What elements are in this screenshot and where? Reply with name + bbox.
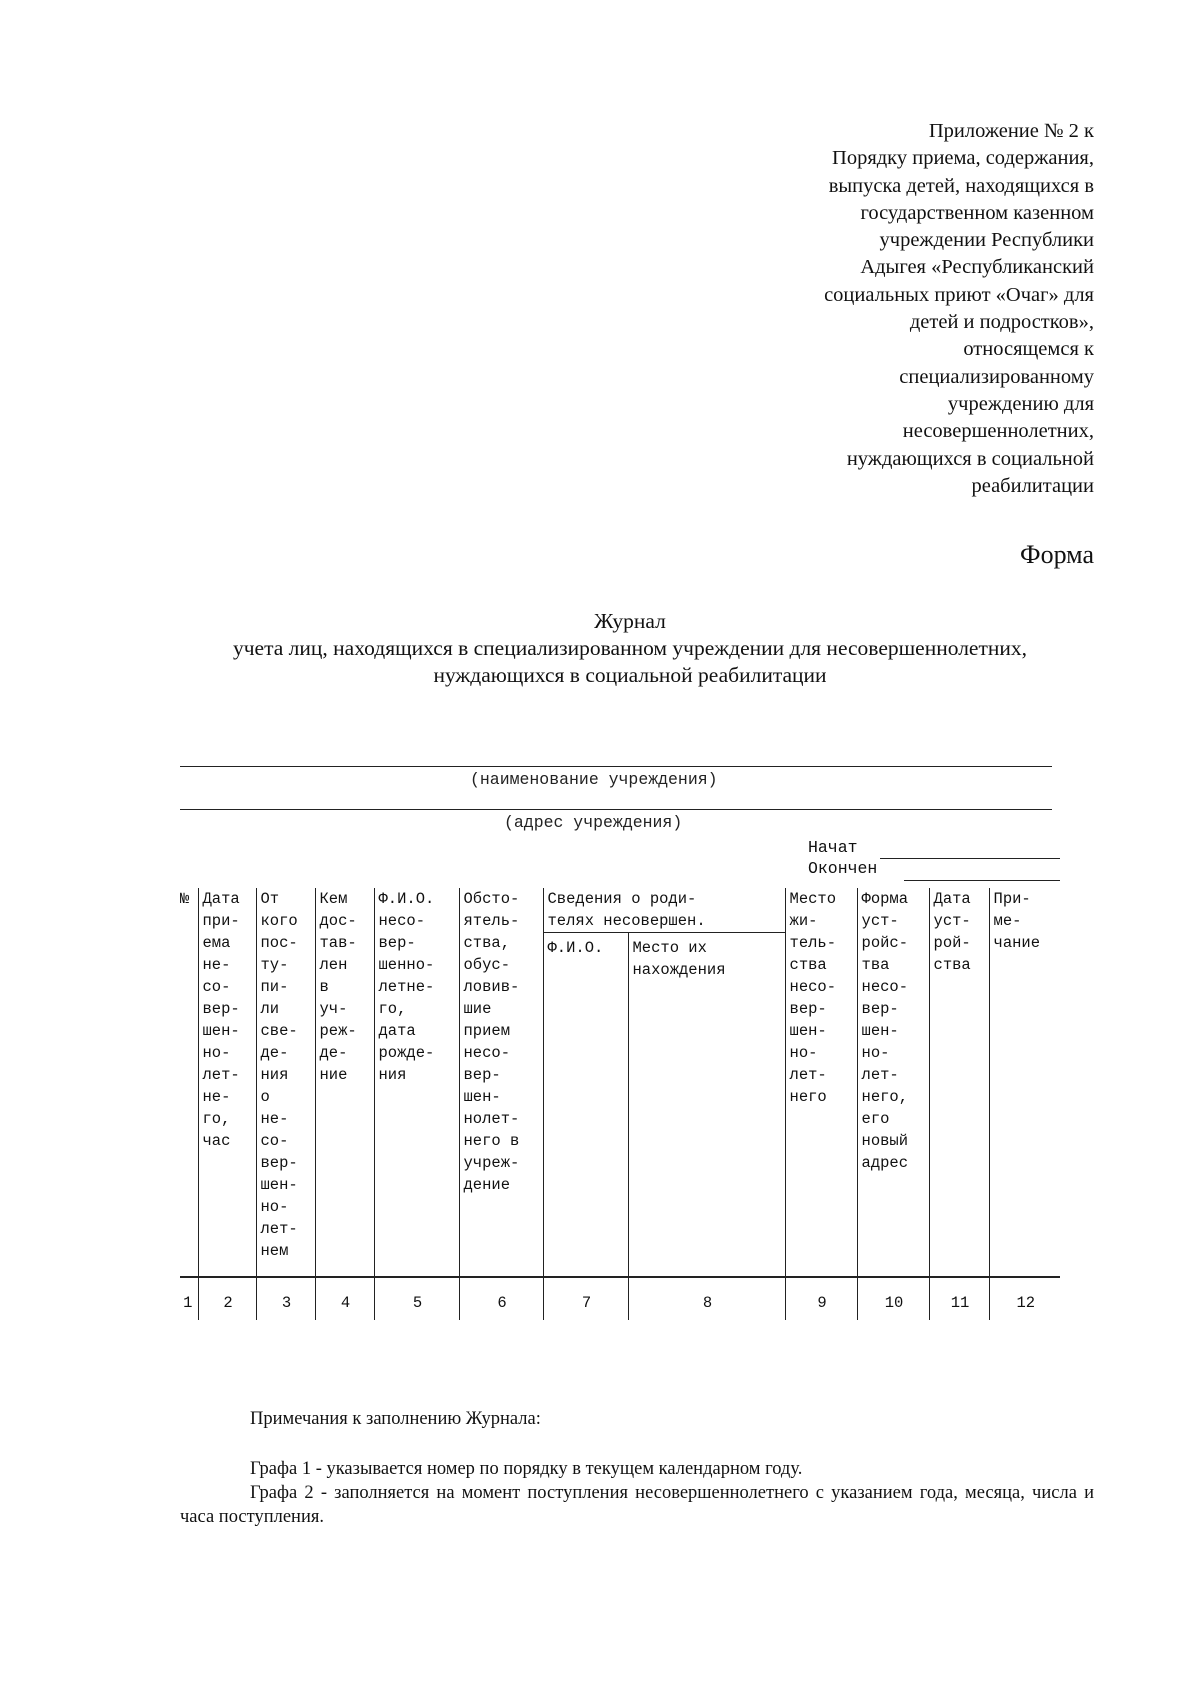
header-cell-source: От кого пос- ту- пи- ли све- де- ния о не- со- вер- шен- но- лет- нем <box>256 888 315 1277</box>
appendix-line: государственном казенном <box>860 201 1094 224</box>
notes-heading: Примечания к заполнению Журнала: <box>250 1409 541 1429</box>
title-line: нуждающихся в социальной реабилитации <box>433 663 827 687</box>
column-number: 6 <box>459 1277 543 1320</box>
column-number: 1 <box>183 1294 193 1312</box>
header-cell-placement-form: Форма уст- ройс- тва несо- вер- шен- но- лет- него, его новый адрес <box>857 888 929 1277</box>
appendix-line: социальных приют «Очаг» для <box>824 283 1094 306</box>
column-number: 7 <box>543 1277 628 1320</box>
note-item: Графа 2 - заполняется на момент поступления несовершеннолетнего с указанием года, месяца, числа и часа поступления. <box>180 1483 1094 1527</box>
header-cell-number: № <box>180 890 190 908</box>
column-number: 9 <box>785 1277 857 1320</box>
header-cell-parents-info: Сведения о роди- телях несовершен. <box>543 888 785 933</box>
table-header-row <box>180 888 1060 933</box>
note-item: Графа 1 - указывается номер по порядку в текущем календарном году. <box>250 1459 803 1479</box>
header-cell-parents-fullname: Ф.И.О. <box>543 933 628 1278</box>
header-cell-circumstances: Обсто- ятель- ства, обус- ловив- шие прием несо- вер- шен- нолет- него в учреж- дение <box>459 888 543 1277</box>
header-cell-notes: При- ме- чание <box>989 888 1060 1277</box>
institution-name-caption: (наименование учреждения) <box>470 770 718 789</box>
document-title <box>170 608 1090 689</box>
column-number: 5 <box>374 1277 459 1320</box>
column-numbers-row <box>180 1277 1060 1320</box>
header-cell-date: Дата при- ема не- со- вер- шен- но- лет- не- го, час <box>198 888 256 1277</box>
filling-notes <box>180 1407 1094 1529</box>
appendix-line: детей и подростков», <box>909 311 1094 334</box>
column-number: 8 <box>628 1277 785 1320</box>
form-label: Форма <box>1020 540 1094 569</box>
appendix-header <box>734 118 1094 500</box>
appendix-line: реабилитации <box>971 474 1094 497</box>
ended-field-line <box>904 880 1060 881</box>
appendix-line: специализированному <box>899 365 1094 388</box>
header-cell-fullname: Ф.И.О. несо- вер- шенно- летне- го, дата рожде- ния <box>374 888 459 1277</box>
appendix-line: выпуска детей, находящихся в <box>828 174 1094 197</box>
institution-name-line <box>180 766 1052 767</box>
started-field-line <box>880 858 1060 859</box>
appendix-line: Порядку приема, содержания, <box>832 147 1094 170</box>
column-number: 2 <box>198 1277 256 1320</box>
started-label: Начат <box>808 838 858 857</box>
appendix-line: Адыгея «Республиканский <box>860 256 1094 279</box>
header-cell-delivered-by: Кем дос- тав- лен в уч- реж- де- ние <box>315 888 374 1277</box>
title-line: учета лиц, находящихся в специализированном учреждении для несовершеннолетних, <box>232 636 1028 660</box>
ended-label: Окончен <box>808 859 878 878</box>
appendix-line: несовершеннолетних, <box>902 420 1094 443</box>
column-number: 4 <box>315 1277 374 1320</box>
appendix-line: Приложение № 2 к <box>928 120 1094 142</box>
header-cell-parents-location: Место их нахождения <box>628 933 785 1278</box>
header-cell-residence: Место жи- тель- ства несо- вер- шен- но- лет- него <box>785 888 857 1277</box>
header-cell-placement-date: Дата уст- рой- ства <box>929 888 989 1277</box>
institution-address-line <box>180 809 1052 810</box>
title-line: Журнал <box>594 609 666 633</box>
appendix-line: учреждении Республики <box>879 229 1094 252</box>
column-number: 10 <box>857 1277 929 1320</box>
journal-table <box>180 888 1060 1320</box>
appendix-line: относящемся к <box>963 338 1094 361</box>
column-number: 11 <box>929 1277 989 1320</box>
institution-address-caption: (адрес учреждения) <box>504 813 683 832</box>
appendix-line: учреждению для <box>947 392 1094 415</box>
appendix-line: нуждающихся в социальной <box>846 447 1094 470</box>
column-number: 3 <box>256 1277 315 1320</box>
column-number: 12 <box>989 1277 1060 1320</box>
